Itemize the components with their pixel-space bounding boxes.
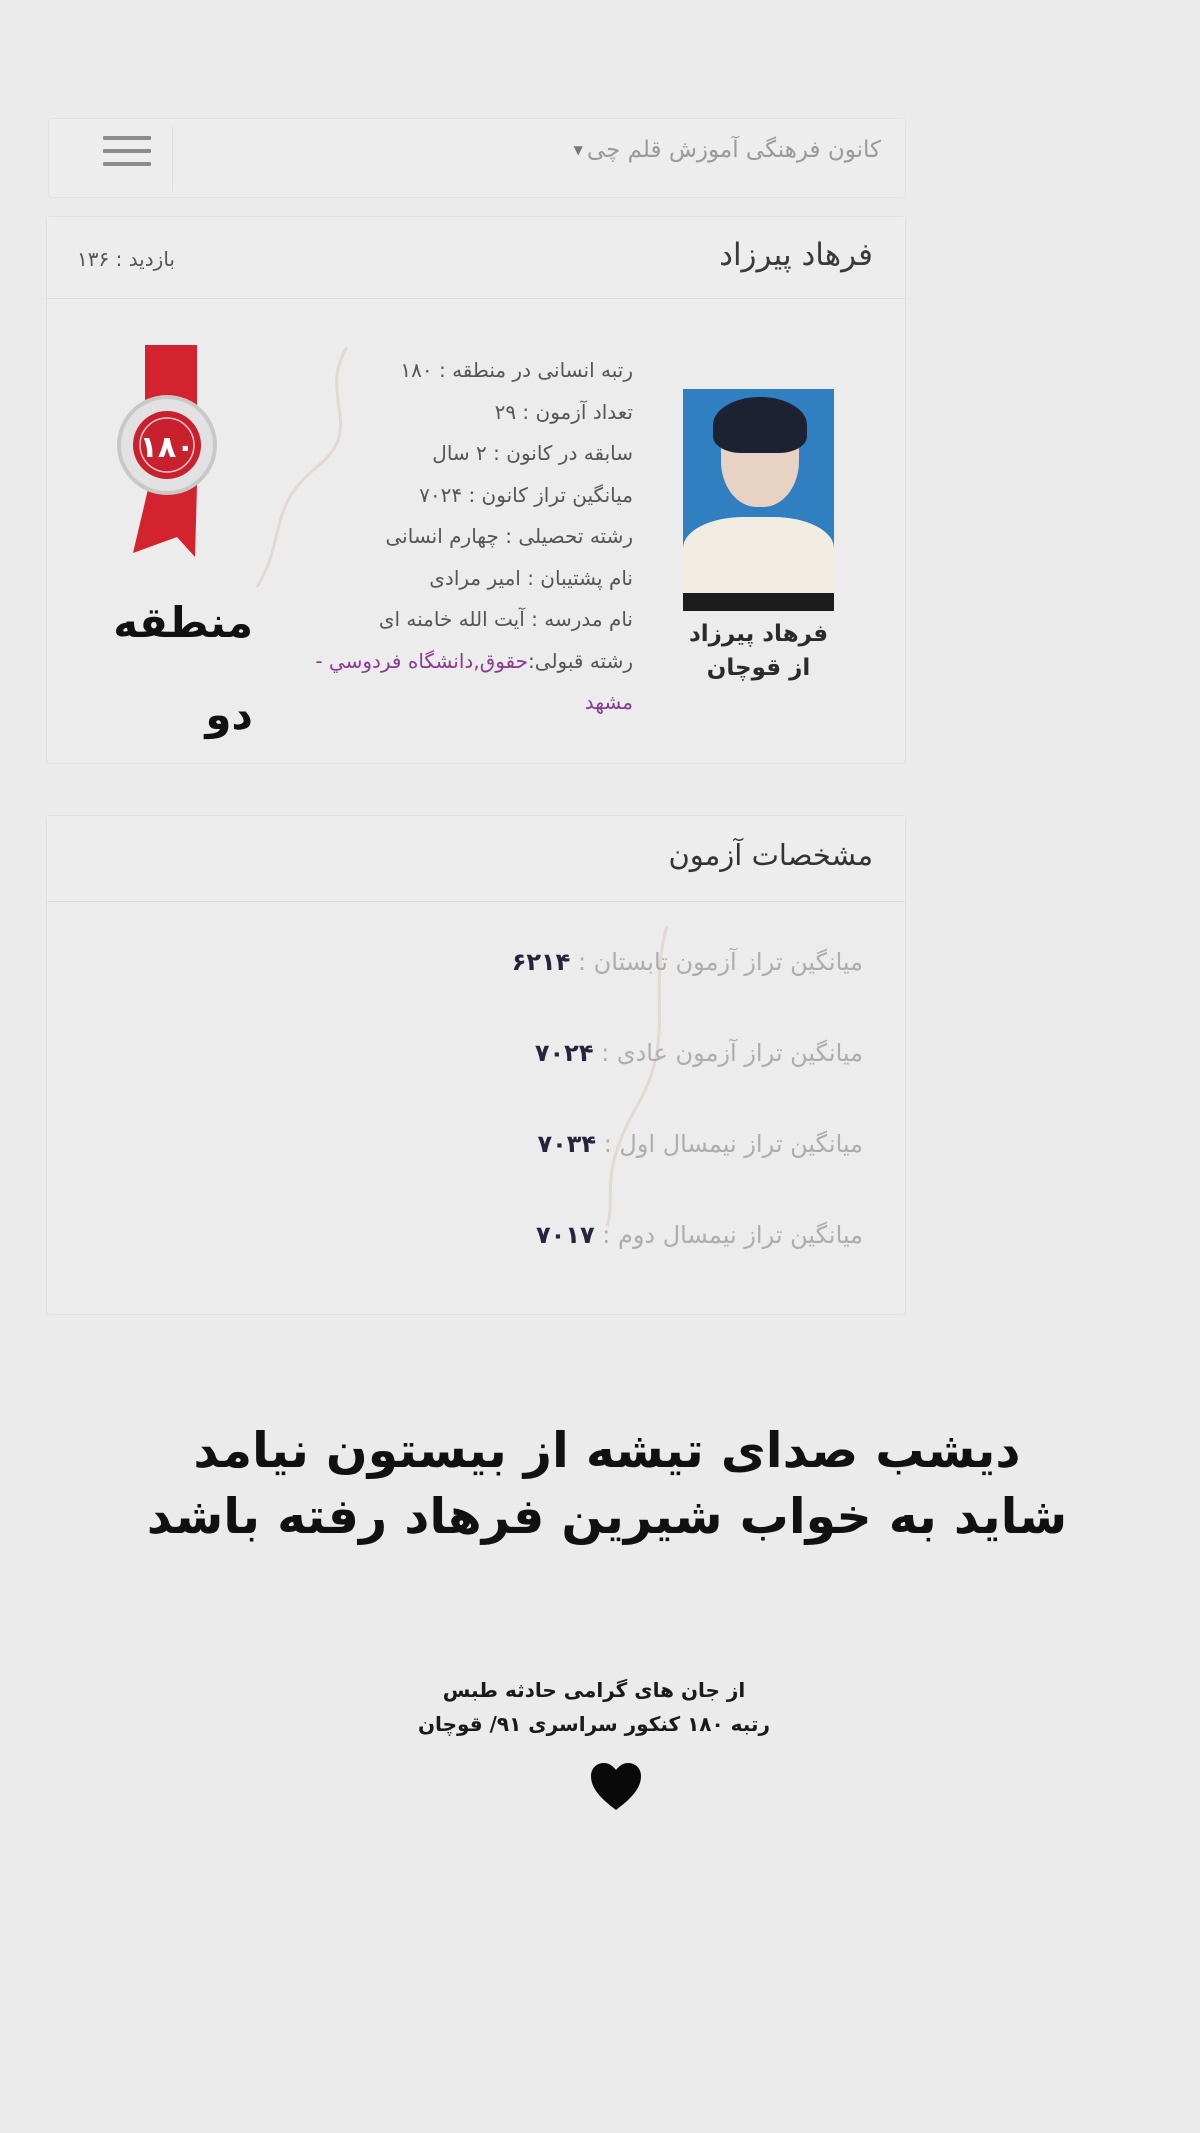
exam-row-value: ۷۰۳۴	[537, 1130, 597, 1158]
exam-card-header	[47, 816, 905, 902]
exam-specs-card	[46, 815, 906, 1315]
info-advisor: نام پشتیبان : امیر مرادی	[429, 565, 633, 590]
info-accepted	[283, 641, 633, 724]
photo-caption-name: فرهاد پیرزاد	[688, 621, 829, 647]
exam-row-semester2	[512, 1221, 863, 1312]
exam-row-summer	[512, 948, 863, 1039]
student-photo	[683, 389, 834, 611]
hamburger-icon-line	[103, 162, 151, 166]
photo-caption-city: از قوچان	[706, 655, 811, 681]
student-info-list	[283, 350, 633, 724]
caption-line-1: از جان های گرامی حادثه طبس	[442, 1678, 746, 1702]
hamburger-icon-line	[103, 149, 151, 153]
profile-card-header	[47, 217, 905, 299]
caret-down-icon: ▼	[573, 143, 583, 157]
region-line2: دو	[205, 690, 253, 739]
caption-line-2: رتبه ۱۸۰ کنکور سراسری ۹۱/ قوچان	[417, 1712, 770, 1736]
exam-row-label: میانگین تراز نیمسال دوم :	[602, 1221, 863, 1249]
poem-line-2: شاید به خواب شیرین فرهاد رفته باشد	[146, 1488, 1068, 1545]
hamburger-menu-button[interactable]	[103, 134, 155, 172]
exam-row-label: میانگین تراز آزمون تابستان :	[577, 948, 863, 976]
profile-name: فرهاد پیرزاد	[719, 237, 873, 273]
photo-caption	[683, 617, 834, 685]
exam-score-list	[512, 948, 863, 1312]
black-heart-icon	[590, 1762, 642, 1812]
visit-count: بازدید : ۱۳۶	[77, 247, 175, 271]
site-title: کانون فرهنگی آموزش قلم چی	[586, 137, 881, 163]
memorial-poem	[0, 1418, 1200, 1550]
nav-divider	[172, 125, 173, 191]
info-field: رشته تحصیلی : چهارم انسانی	[385, 524, 633, 548]
region-line1: منطقه	[113, 598, 253, 647]
exam-row-label: میانگین تراز نیمسال اول :	[603, 1130, 863, 1158]
poem-line-1: دیشب صدای تیشه از بیستون نیامد	[193, 1422, 1021, 1479]
exam-row-value: ۷۰۱۷	[536, 1221, 595, 1249]
exam-card-title: مشخصات آزمون	[668, 838, 873, 872]
site-title-dropdown[interactable]	[574, 137, 881, 163]
info-average-score: میانگین تراز کانون : ۷۰۲۴	[419, 482, 633, 507]
info-exam-count: تعداد آزمون : ۲۹	[494, 399, 633, 424]
exam-row-semester1	[512, 1130, 863, 1221]
accepted-value[interactable]: حقوق,دانشگاه فردوسي - مشهد	[315, 648, 633, 714]
rank-medal-icon	[115, 345, 227, 557]
memorial-caption	[0, 1673, 1188, 1741]
info-school: نام مدرسه : آیت الله خامنه ای	[378, 607, 633, 631]
exam-row-value: ۷۰۲۴	[534, 1039, 594, 1067]
accepted-label: رشته قبولی:	[528, 648, 633, 673]
region-label	[113, 577, 253, 761]
top-navbar	[48, 118, 906, 198]
exam-row-value: ۶۲۱۴	[511, 948, 571, 976]
badge-number: ۱۸۰	[139, 430, 195, 465]
hamburger-icon-line	[103, 136, 151, 140]
profile-card	[46, 216, 906, 764]
exam-row-label: میانگین تراز آزمون عادی :	[601, 1039, 863, 1067]
info-history: سابقه در کانون : ۲ سال	[432, 441, 633, 465]
exam-row-regular	[512, 1039, 863, 1130]
info-rank: رتبه انسانی در منطقه : ۱۸۰	[400, 358, 633, 382]
